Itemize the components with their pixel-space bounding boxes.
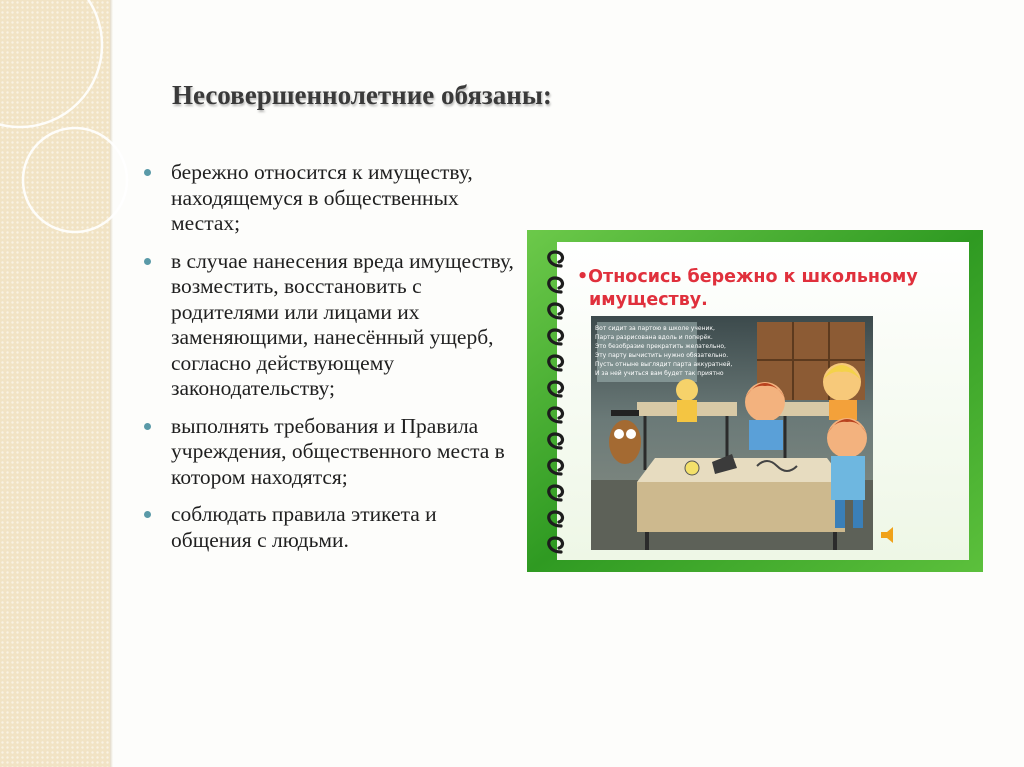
- poem-line: И за ней учиться вам будет так приятно: [595, 370, 724, 377]
- decorative-rings: [0, 0, 130, 260]
- poem-line: Парта разрисована вдоль и поперёк.: [595, 334, 713, 341]
- list-item: [140, 414, 520, 491]
- list-item: [140, 502, 520, 553]
- slide-title: Несовершеннолетние обязаны:: [172, 80, 552, 110]
- poem-line: Эту парту вычистить нужно обязательно.: [595, 352, 729, 359]
- notebook-illustration: [527, 230, 983, 577]
- list-item-text: бережно относится к имуществу, находящемуся в общественных местах;: [171, 160, 473, 235]
- illustration-caption-line1: •Относись бережно к школьному: [577, 267, 918, 287]
- bullet-list: [140, 160, 520, 565]
- illustration-caption-line2: имуществу.: [589, 290, 708, 310]
- bullet-dot-icon: [144, 258, 151, 265]
- classroom-scene: [591, 316, 873, 550]
- poem-line: Пусть отныне выглядит парта аккуратней,: [595, 361, 733, 368]
- bullet-dot-icon: [144, 423, 151, 430]
- bullet-dot-icon: [144, 169, 151, 176]
- poem-line: Вот сидит за партою в школе ученик,: [595, 325, 715, 332]
- list-item: [140, 249, 520, 402]
- list-item-text: выполнять требования и Правила учреждения, общественного места в котором находятся;: [171, 413, 505, 489]
- list-item-text: соблюдать правила этикета и общения с людьми.: [171, 502, 437, 552]
- list-item-text: в случае нанесения вреда имуществу, возместить, восстановить с родителями или лицами их заменяющими, нанесённый ущерб, согласно действующему законодательству;: [171, 248, 514, 400]
- list-item: [140, 160, 520, 237]
- bullet-dot-icon: [144, 511, 151, 518]
- poem-line: Это безобразие прекратить желательно,: [595, 343, 726, 350]
